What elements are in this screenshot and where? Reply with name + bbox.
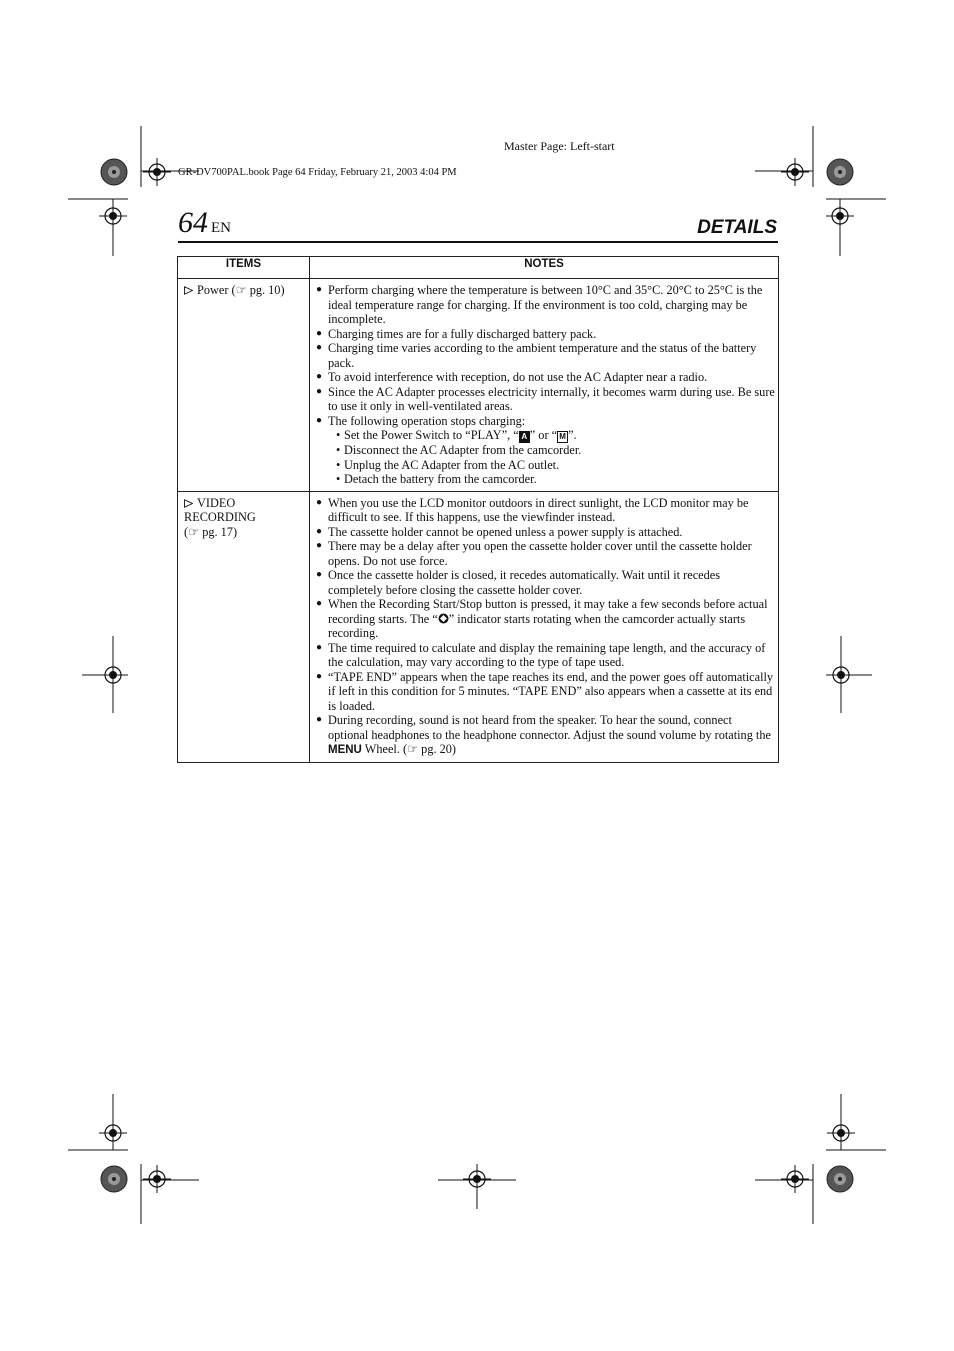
item-cell-video-recording: [178, 491, 310, 762]
arrow-icon: [184, 285, 193, 294]
item-label: Power (: [197, 283, 236, 297]
list-item: [315, 597, 775, 641]
table-row: [178, 279, 779, 492]
page-reference: pg. 17): [199, 524, 238, 539]
list-item: ● Since the AC Adapter processes electricity internally, it becomes warm during use. Be sure to use it only in well-ventilated areas.: [315, 385, 775, 414]
sub-item-text: ” or “: [529, 428, 558, 442]
items-column-header: ITEMS: [178, 257, 310, 279]
table-header-row: [178, 257, 779, 279]
sub-list-item: • Disconnect the AC Adapter from the camcorder.: [336, 443, 775, 458]
notes-column-header: NOTES: [310, 257, 779, 279]
sub-list-item: [336, 428, 775, 443]
list-item: [315, 414, 775, 487]
auto-mode-icon: A: [519, 431, 530, 443]
page-reference: pg. 20): [418, 742, 457, 756]
menu-wheel-label: MENU: [328, 744, 362, 756]
list-item: ● Perform charging where the temperature is between 10°C and 35°C. 20°C to 25°C is the ideal temperature range for charging. If the environment is too cold, charging may be incomplete.: [315, 283, 775, 327]
list-item: ● “TAPE END” appears when the tape reaches its end, and the power goes off automatically if left in this condition for 5 minutes. “TAPE END” also appears when a cassette at its end is loaded.: [315, 670, 775, 714]
list-item-text: Wheel. (: [361, 742, 408, 756]
list-item-text: ” indicator starts rotating when the camcorder actually starts recording.: [328, 611, 746, 640]
language-code: EN: [211, 220, 231, 236]
list-item: ● Charging time varies according to the ambient temperature and the status of the battery pack.: [315, 341, 775, 370]
arrow-icon: [184, 498, 193, 507]
page-reference: pg. 10): [246, 283, 285, 297]
sub-item-text: ”.: [568, 428, 577, 442]
list-item: [315, 713, 775, 758]
notes-cell-video-recording: [310, 491, 779, 762]
list-item: ● There may be a delay after you open the cassette holder cover until the cassette holder opens. Do not use force.: [315, 539, 775, 568]
list-item: ● Once the cassette holder is closed, it recedes automatically. Wait until it recedes completely before closing the cassette holder cover.: [315, 568, 775, 597]
list-item: ● The time required to calculate and display the remaining tape length, and the accuracy of the calculation, may vary according to the type of tape used.: [315, 641, 775, 670]
book-info-line: GR-DV700PAL.book Page 64 Friday, February 21, 2003 4:04 PM: [178, 167, 457, 178]
sub-list-item: • Detach the battery from the camcorder.: [336, 472, 775, 487]
page-number-value: 64: [178, 206, 208, 239]
sub-list-item: • Unplug the AC Adapter from the AC outlet.: [336, 458, 775, 473]
list-item-text: During recording, sound is not heard from the speaker. To hear the sound, connect optional headphones to the headphone connector. Adjust the sound volume by rotating the: [328, 713, 771, 742]
pointing-hand-icon: ☞: [235, 283, 247, 297]
list-item: ● When you use the LCD monitor outdoors in direct sunlight, the LCD monitor may be difficult to see. If this happens, use the viewfinder instead.: [315, 496, 775, 525]
manual-mode-icon: M: [557, 431, 568, 443]
pointing-hand-icon: ☞: [407, 742, 419, 756]
list-item: ● The cassette holder cannot be opened unless a power supply is attached.: [315, 525, 775, 540]
page-reference-open: (: [184, 524, 189, 539]
notes-cell-power: [310, 279, 779, 492]
item-label: RECORDING: [184, 510, 256, 524]
details-table: [177, 256, 779, 763]
pointing-hand-icon: ☞: [188, 524, 200, 539]
item-cell-power: [178, 279, 310, 492]
master-page-label: Master Page: Left-start: [504, 139, 615, 153]
section-title: DETAILS: [697, 217, 777, 238]
sub-item-text: Set the Power Switch to “PLAY”, “: [344, 428, 519, 442]
header-rule: [178, 241, 778, 243]
table-row: [178, 491, 779, 762]
list-item: ● To avoid interference with reception, do not use the AC Adapter near a radio.: [315, 370, 775, 385]
page-number: [178, 206, 231, 245]
item-label: VIDEO: [197, 495, 236, 510]
list-item-text: When the Recording Start/Stop button is pressed, it may take a few seconds before actual recording starts. The “: [328, 597, 768, 626]
list-item-text: The following operation stops charging:: [328, 413, 526, 428]
tape-running-icon: [438, 612, 449, 626]
list-item: ● Charging times are for a fully discharged battery pack.: [315, 327, 775, 342]
